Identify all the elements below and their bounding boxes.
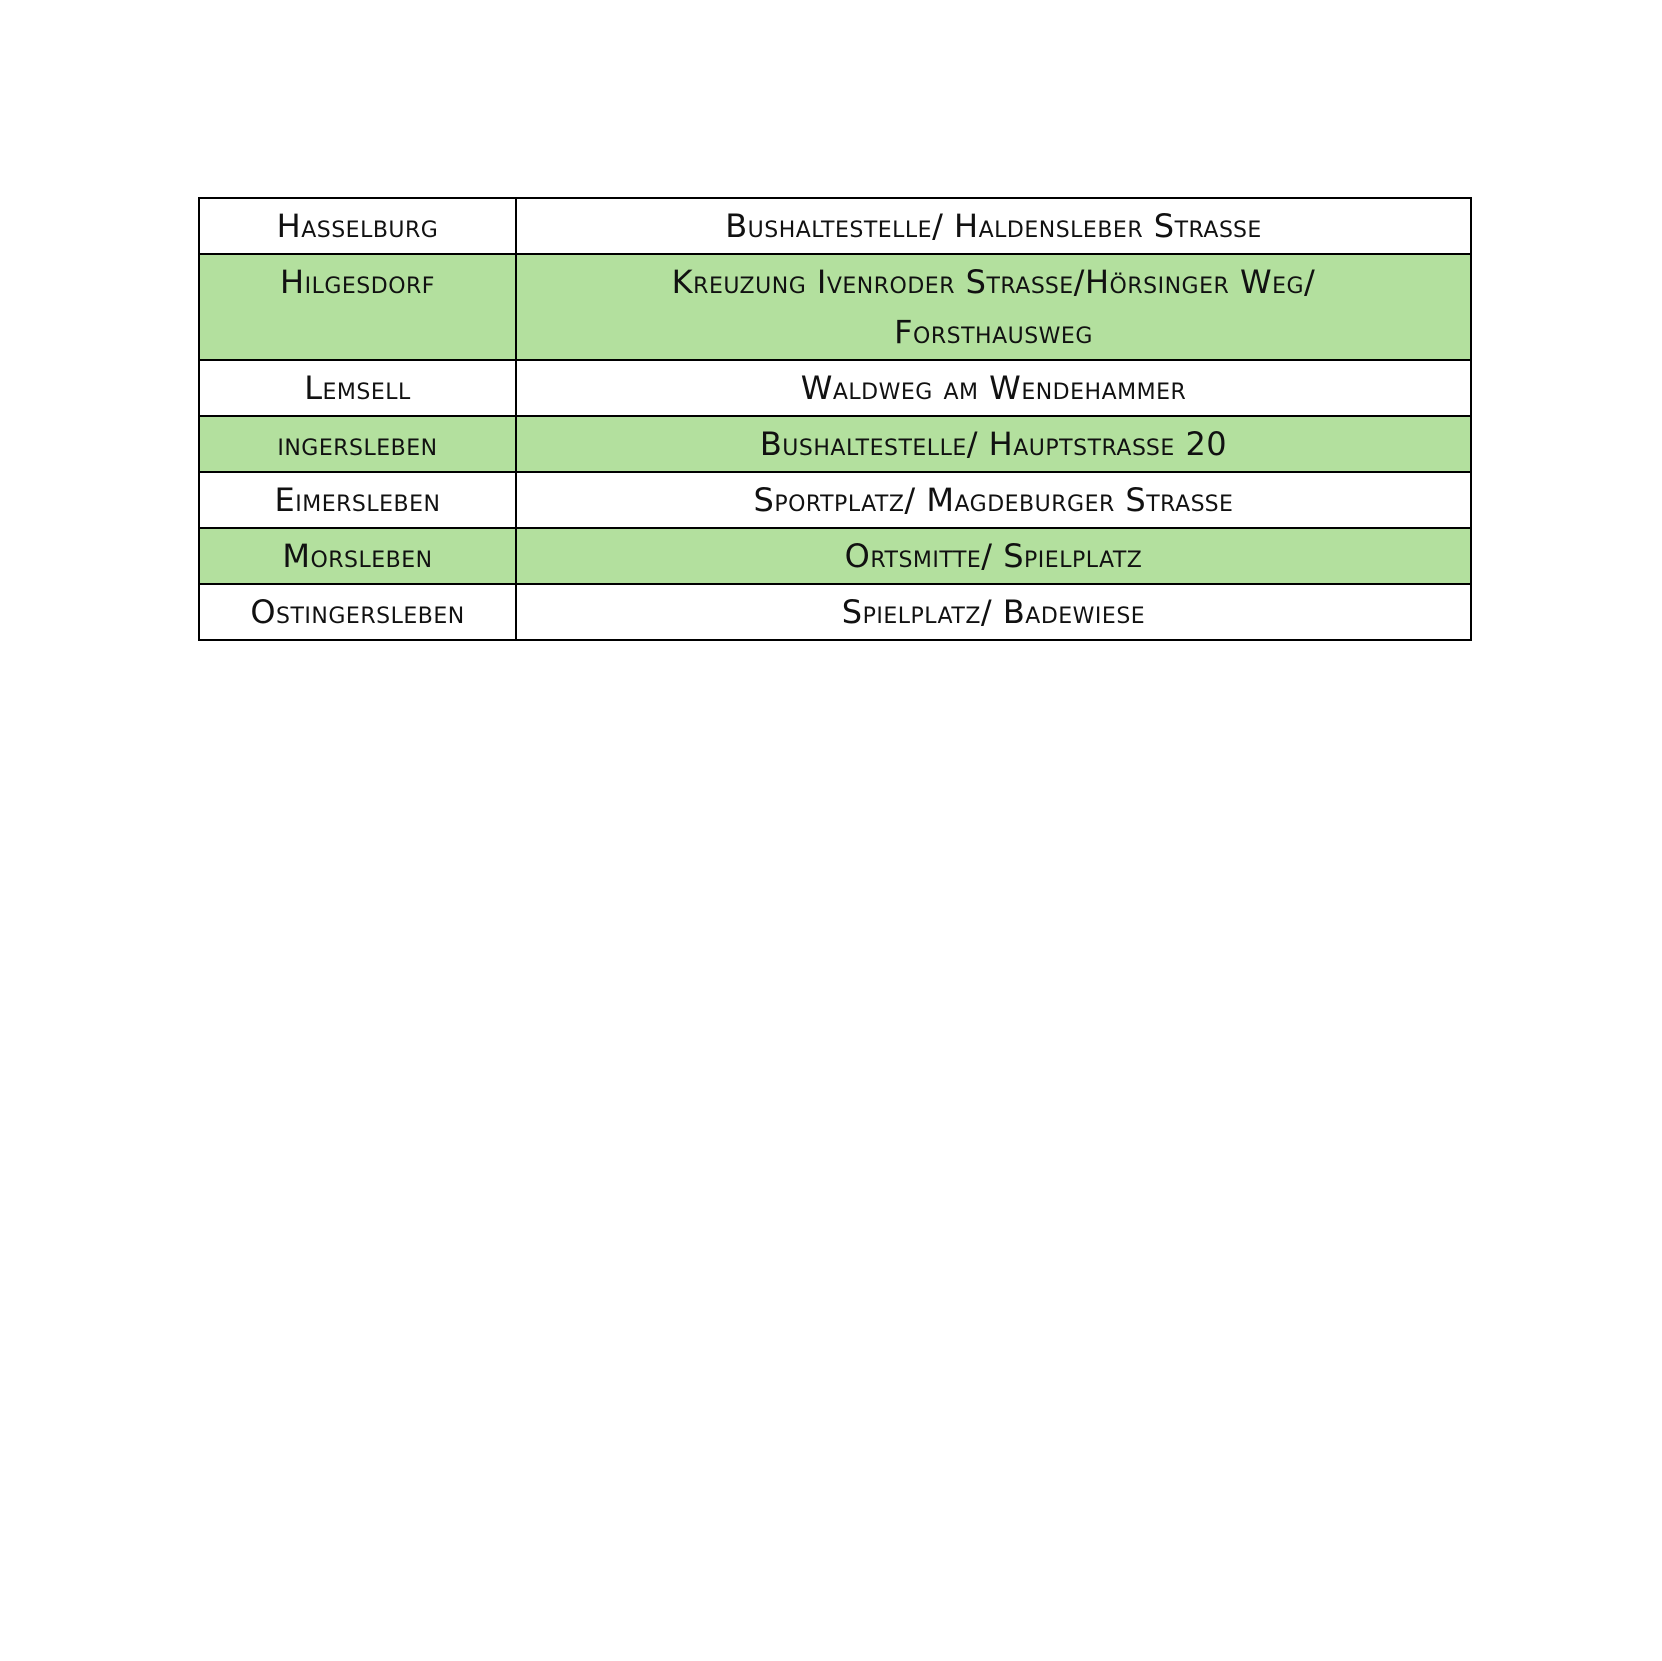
table-row — [199, 198, 1471, 254]
table-row — [199, 584, 1471, 640]
location-cell: Bushaltestelle/ Hauptstraße 20 — [516, 416, 1471, 472]
place-cell: Eimersleben — [199, 472, 516, 528]
locations-table — [198, 197, 1472, 641]
location-cell: Waldweg am Wendehammer — [516, 360, 1471, 416]
location-cell: Sportplatz/ Magdeburger Straße — [516, 472, 1471, 528]
place-cell: Ostingersleben — [199, 584, 516, 640]
location-cell: Bushaltestelle/ Haldensleber Straße — [516, 198, 1471, 254]
location-cell: Ortsmitte/ Spielplatz — [516, 528, 1471, 584]
place-cell: Hasselburg — [199, 198, 516, 254]
table-row — [199, 360, 1471, 416]
location-cell: Spielplatz/ Badewiese — [516, 584, 1471, 640]
table-row — [199, 528, 1471, 584]
table-row — [199, 472, 1471, 528]
table-row — [199, 254, 1471, 360]
place-cell: Lemsell — [199, 360, 516, 416]
place-cell: Hilgesdorf — [199, 254, 516, 360]
location-cell: Kreuzung Ivenroder Straße/Hörsinger Weg/ Forsthausweg — [516, 254, 1471, 360]
place-cell: ingersleben — [199, 416, 516, 472]
table-row — [199, 416, 1471, 472]
place-cell: Morsleben — [199, 528, 516, 584]
